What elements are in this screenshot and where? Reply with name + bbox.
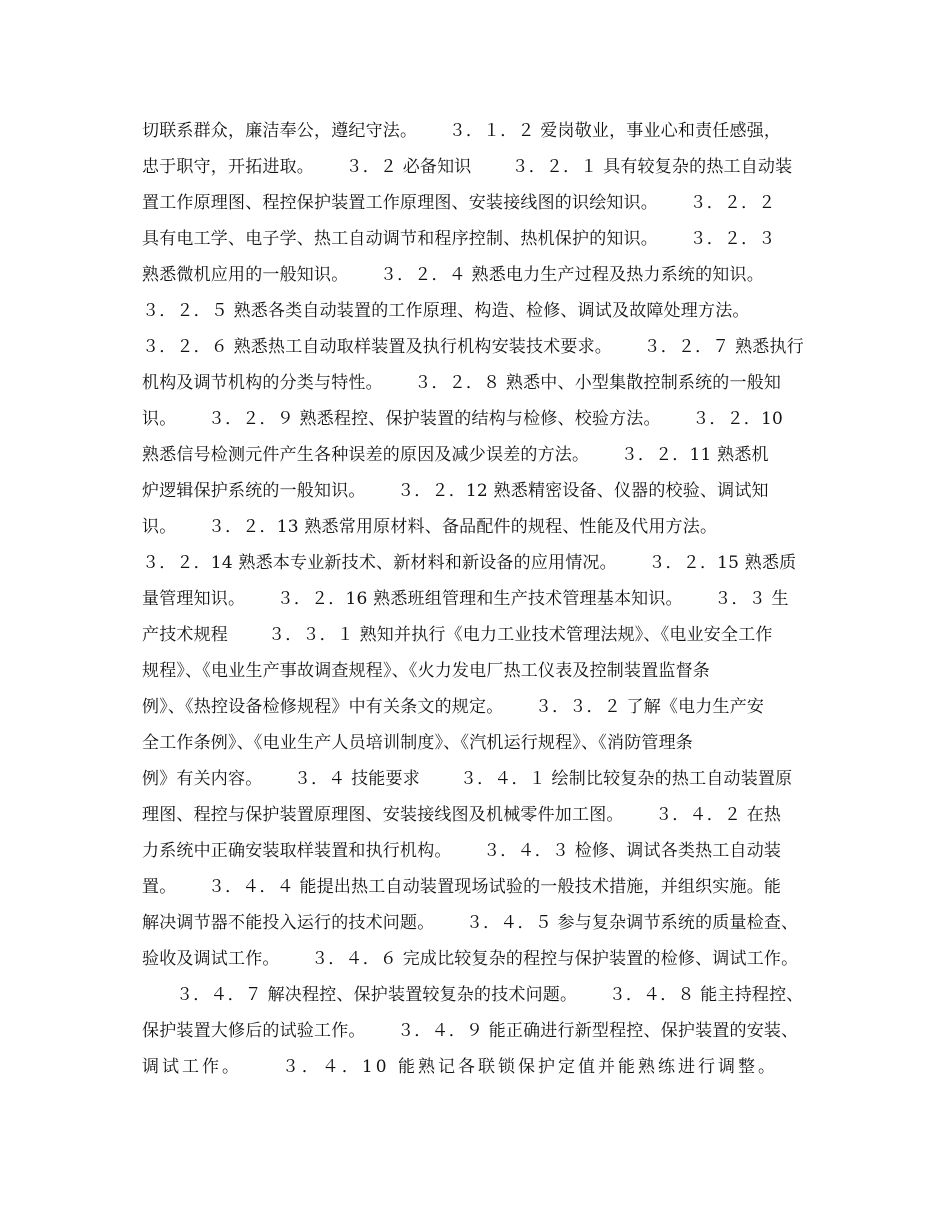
text-line: 调试工作。 ３．４．10 能熟记各联锁保护定值并能熟练进行调整。 <box>142 1057 778 1077</box>
text-line: 例》有关内容。 ３．４ 技能要求 ３．４．１ 绘制比较复杂的热工自动装置原 <box>142 769 793 789</box>
text-line: 力系统中正确安装取样装置和执行机构。 ３．４．３ 检修、调试各类热工自动装 <box>142 841 782 861</box>
text-line: 解决调节器不能投入运行的技术问题。 ３．４．５ 参与复杂调节系统的质量检查、 <box>142 913 799 933</box>
text-line: 保护装置大修后的试验工作。 ３．４．９ 能正确进行新型程控、保护装置的安装、 <box>142 1021 799 1041</box>
text-line: 识。 ３．２．13 熟悉常用原材料、备品配件的规程、性能及代用方法。 <box>142 517 718 537</box>
text-line: 量管理知识。 ３．２．16 熟悉班组管理和生产技术管理基本知识。 ３．３ 生 <box>142 589 789 609</box>
text-line: 规程》、《电业生产事故调查规程》、《火力发电厂热工仪表及控制装置监督条 <box>142 661 710 681</box>
text-line: 置。 ３．４．４ 能提出热工自动装置现场试验的一般技术措施，并组织实施。能 <box>142 877 782 897</box>
text-line: ３．２．14 熟悉本专业新技术、新材料和新设备的应用情况。 ３．２．15 熟悉质 <box>142 553 797 573</box>
text-line: 具有电工学、电子学、热工自动调节和程序控制、热机保护的知识。 ３．２．３ <box>142 229 776 249</box>
text-line: 机构及调节机构的分类与特性。 ３．２．８ 熟悉中、小型集散控制系统的一般知 <box>142 373 782 393</box>
text-line: 炉逻辑保护系统的一般知识。 ３．２．12 熟悉精密设备、仪器的校验、调试知 <box>142 481 769 501</box>
text-line: 例》、《热控设备检修规程》中有关条文的规定。 ３．３．２ 了解《电力生产安 <box>142 697 765 717</box>
text-line: 产技术规程 ３．３．１ 熟知并执行《电力工业技术管理法规》、《电业安全工作 <box>142 625 773 645</box>
text-line: 忠于职守，开拓进取。 ３．２ 必备知识 ３．２．１ 具有较复杂的热工自动装 <box>142 157 793 177</box>
text-line: ３．４．７ 解决程控、保护装置较复杂的技术问题。 ３．４．８ 能主持程控、 <box>176 985 804 1005</box>
text-line: 熟悉信号检测元件产生各种误差的原因及减少误差的方法。 ３．２．11 熟悉机 <box>142 445 769 465</box>
text-line: 理图、程控与保护装置原理图、安装接线图及机械零件加工图。 ３．４．２ 在热 <box>142 805 782 825</box>
text-line: ３．２．６ 熟悉热工自动取样装置及执行机构安装技术要求。 ３．２．７ 熟悉执行 <box>142 337 804 357</box>
text-line: 识。 ３．２．９ 熟悉程控、保护装置的结构与检修、校验方法。 ３．２．10 <box>142 409 784 429</box>
text-line: 熟悉微机应用的一般知识。 ３．２．４ 熟悉电力生产过程及热力系统的知识。 <box>142 265 764 285</box>
text-line: ３．２．５ 熟悉各类自动装置的工作原理、构造、检修、调试及故障处理方法。 <box>142 301 750 321</box>
text-line: 验收及调试工作。 ３．４．６ 完成比较复杂的程控与保护装置的检修、调试工作。 <box>142 949 799 969</box>
text-line: 切联系群众，廉洁奉公，遵纪守法。 ３．１．２ 爱岗敬业，事业心和责任感强， <box>142 121 782 141</box>
text-line: 全工作条例》、《电业生产人员培训制度》、《汽机运行规程》、《消防管理条 <box>142 733 693 753</box>
text-line: 置工作原理图、程控保护装置工作原理图、安装接线图的识绘知识。 ３．２．２ <box>142 193 776 213</box>
